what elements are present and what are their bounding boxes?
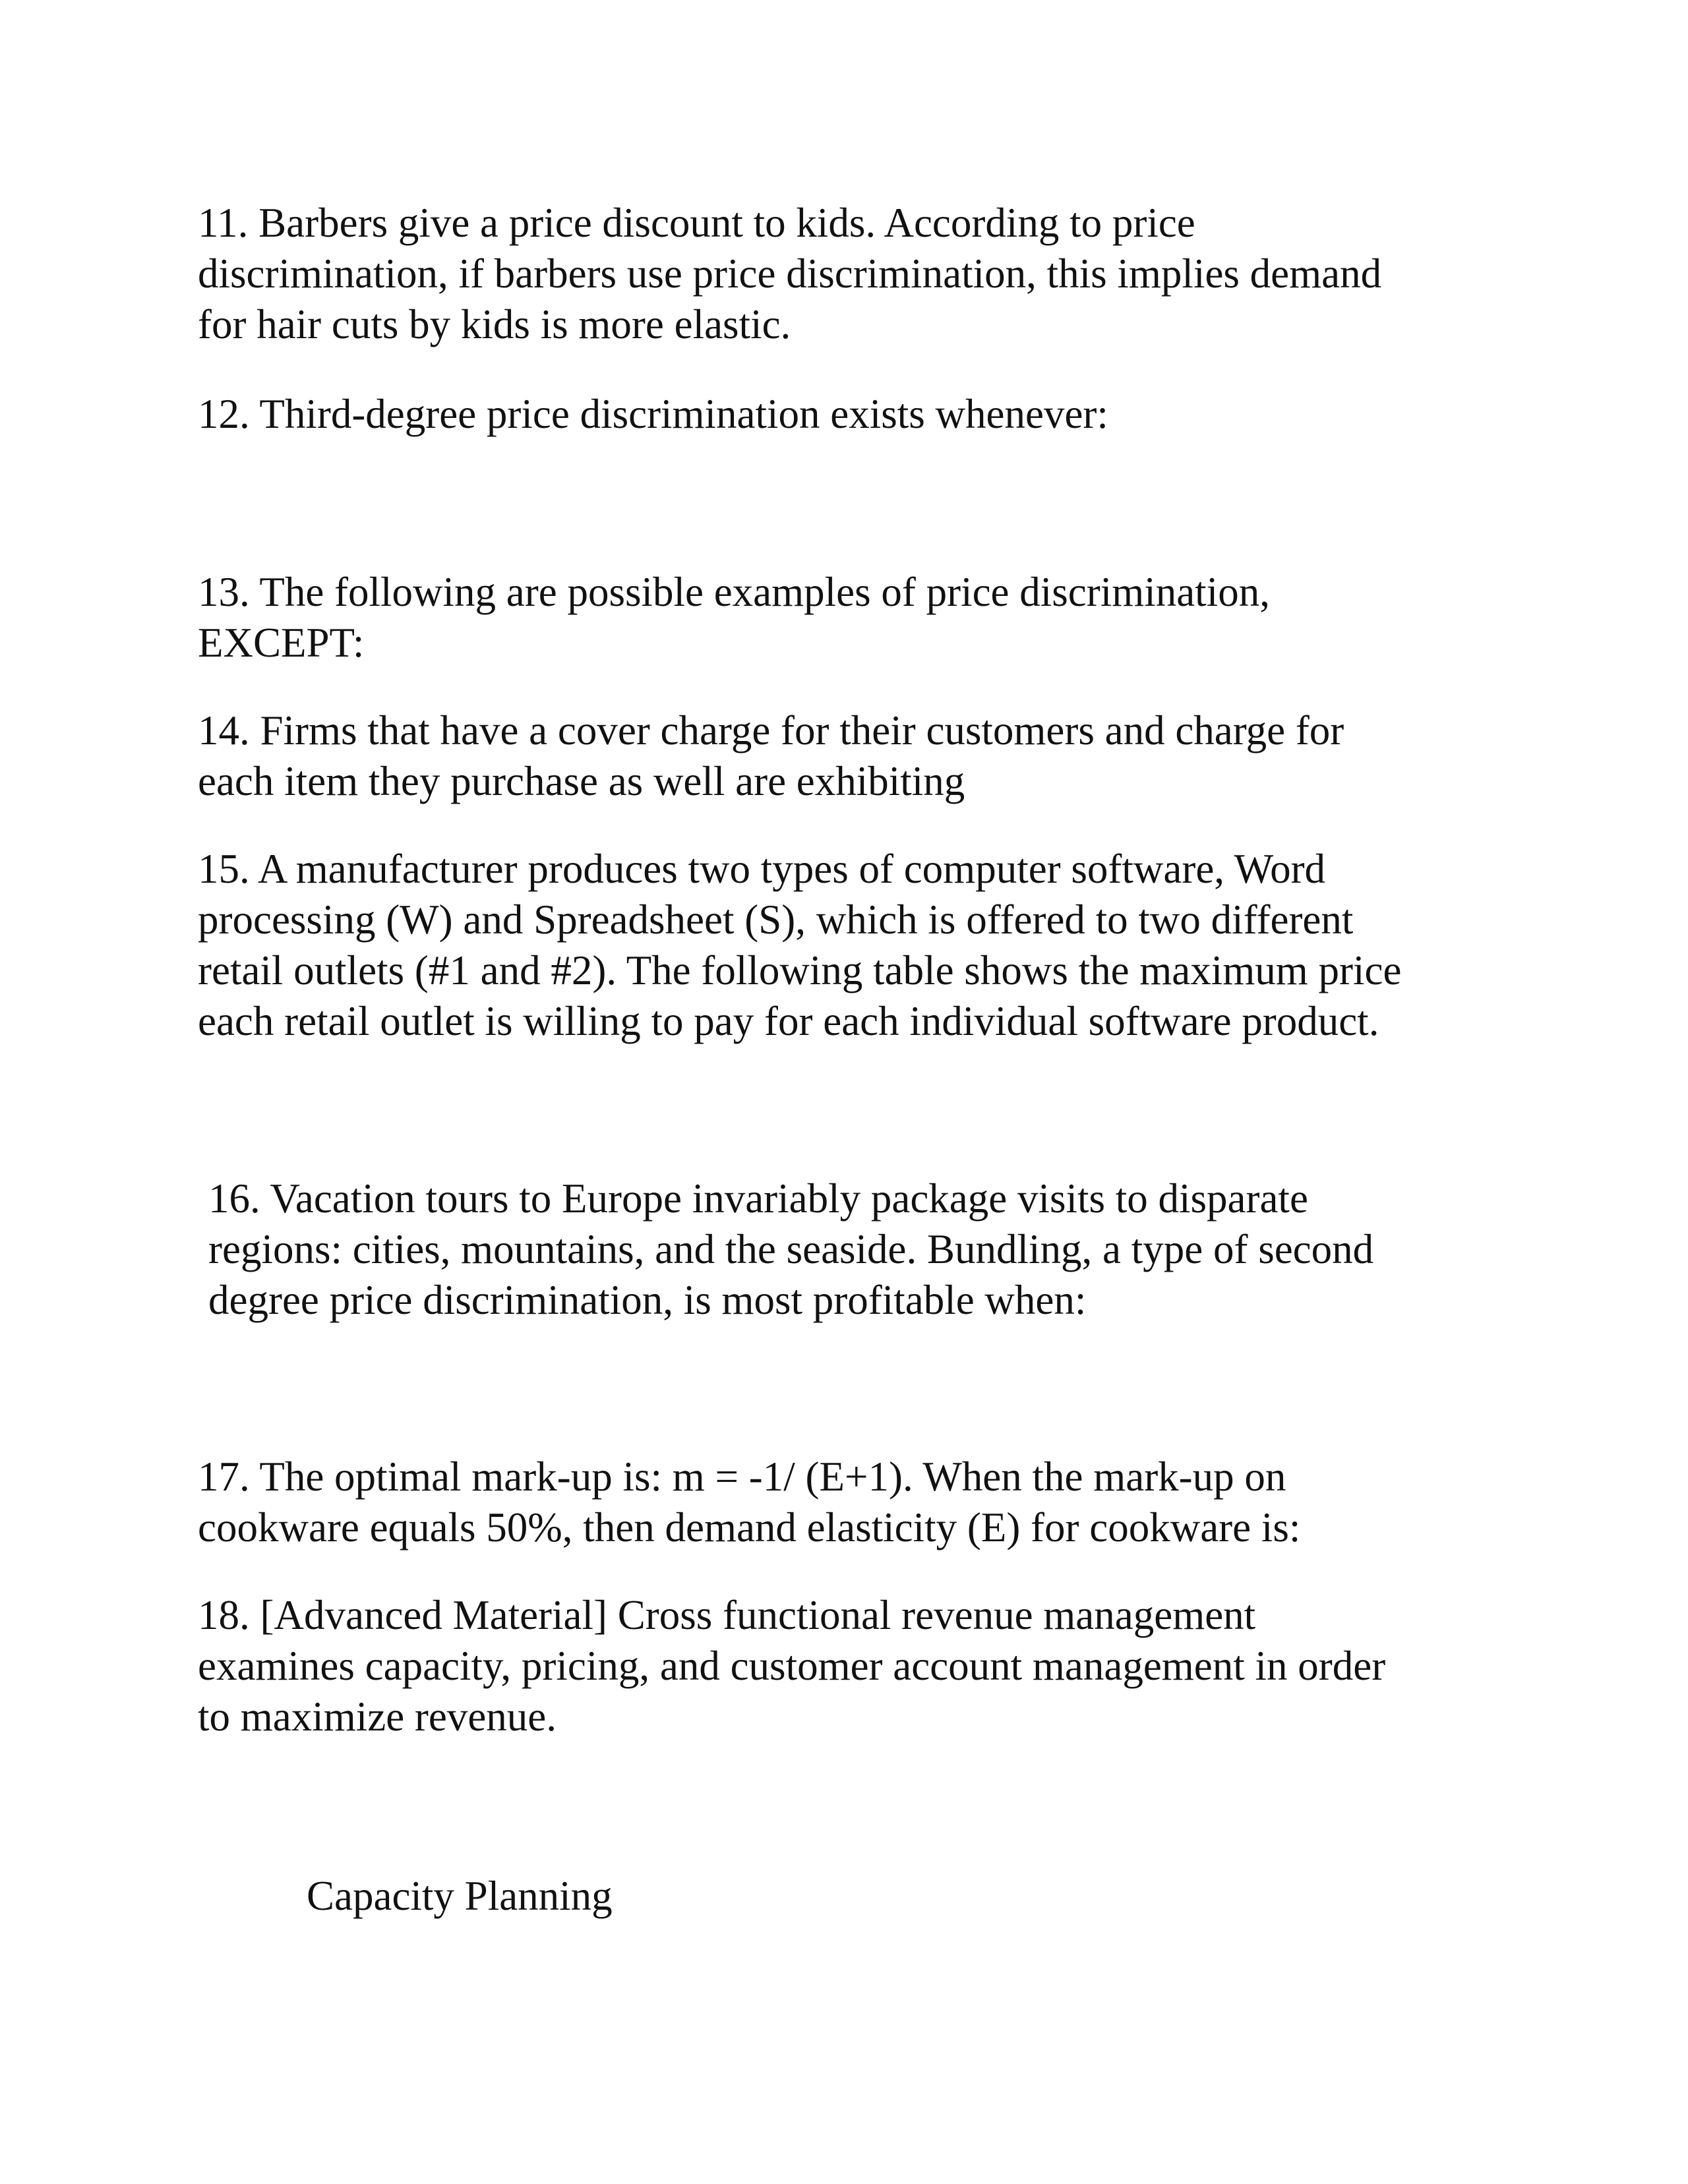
question-11: 11. Barbers give a price discount to kids. According to price discrimination, if barbers use price discrimination, this implies demand for hair cuts by kids is more elastic.: [198, 200, 1382, 347]
question-14: 14. Firms that have a cover charge for their customers and charge for each item they purchase as well are exhibiting: [198, 707, 1344, 804]
section-heading: Capacity Planning: [307, 1873, 613, 1919]
question-12: 12. Third-degree price discrimination exists whenever:: [198, 391, 1108, 437]
question-13: 13. The following are possible examples of price discrimination, EXCEPT:: [198, 569, 1270, 666]
question-15: 15. A manufacturer produces two types of computer software, Word processing (W) and Spreadsheet (S), which is offered to two different retail outlets (#1 and #2). The following table shows the maximum price each retail outlet is willing to pay for each individual software product.: [198, 846, 1402, 1044]
question-18: 18. [Advanced Material] Cross functional revenue management examines capacity, pricing, and customer account management in order to maximize revenue.: [198, 1592, 1386, 1740]
question-17: 17. The optimal mark-up is: m = -1/ (E+1). When the mark-up on cookware equals 50%, then demand elasticity (E) for cookware is:: [198, 1454, 1301, 1550]
question-16: 16. Vacation tours to Europe invariably package visits to disparate regions: cities, mountains, and the seaside. Bundling, a type of second degree price discrimination, is most profitable when:: [208, 1175, 1374, 1323]
